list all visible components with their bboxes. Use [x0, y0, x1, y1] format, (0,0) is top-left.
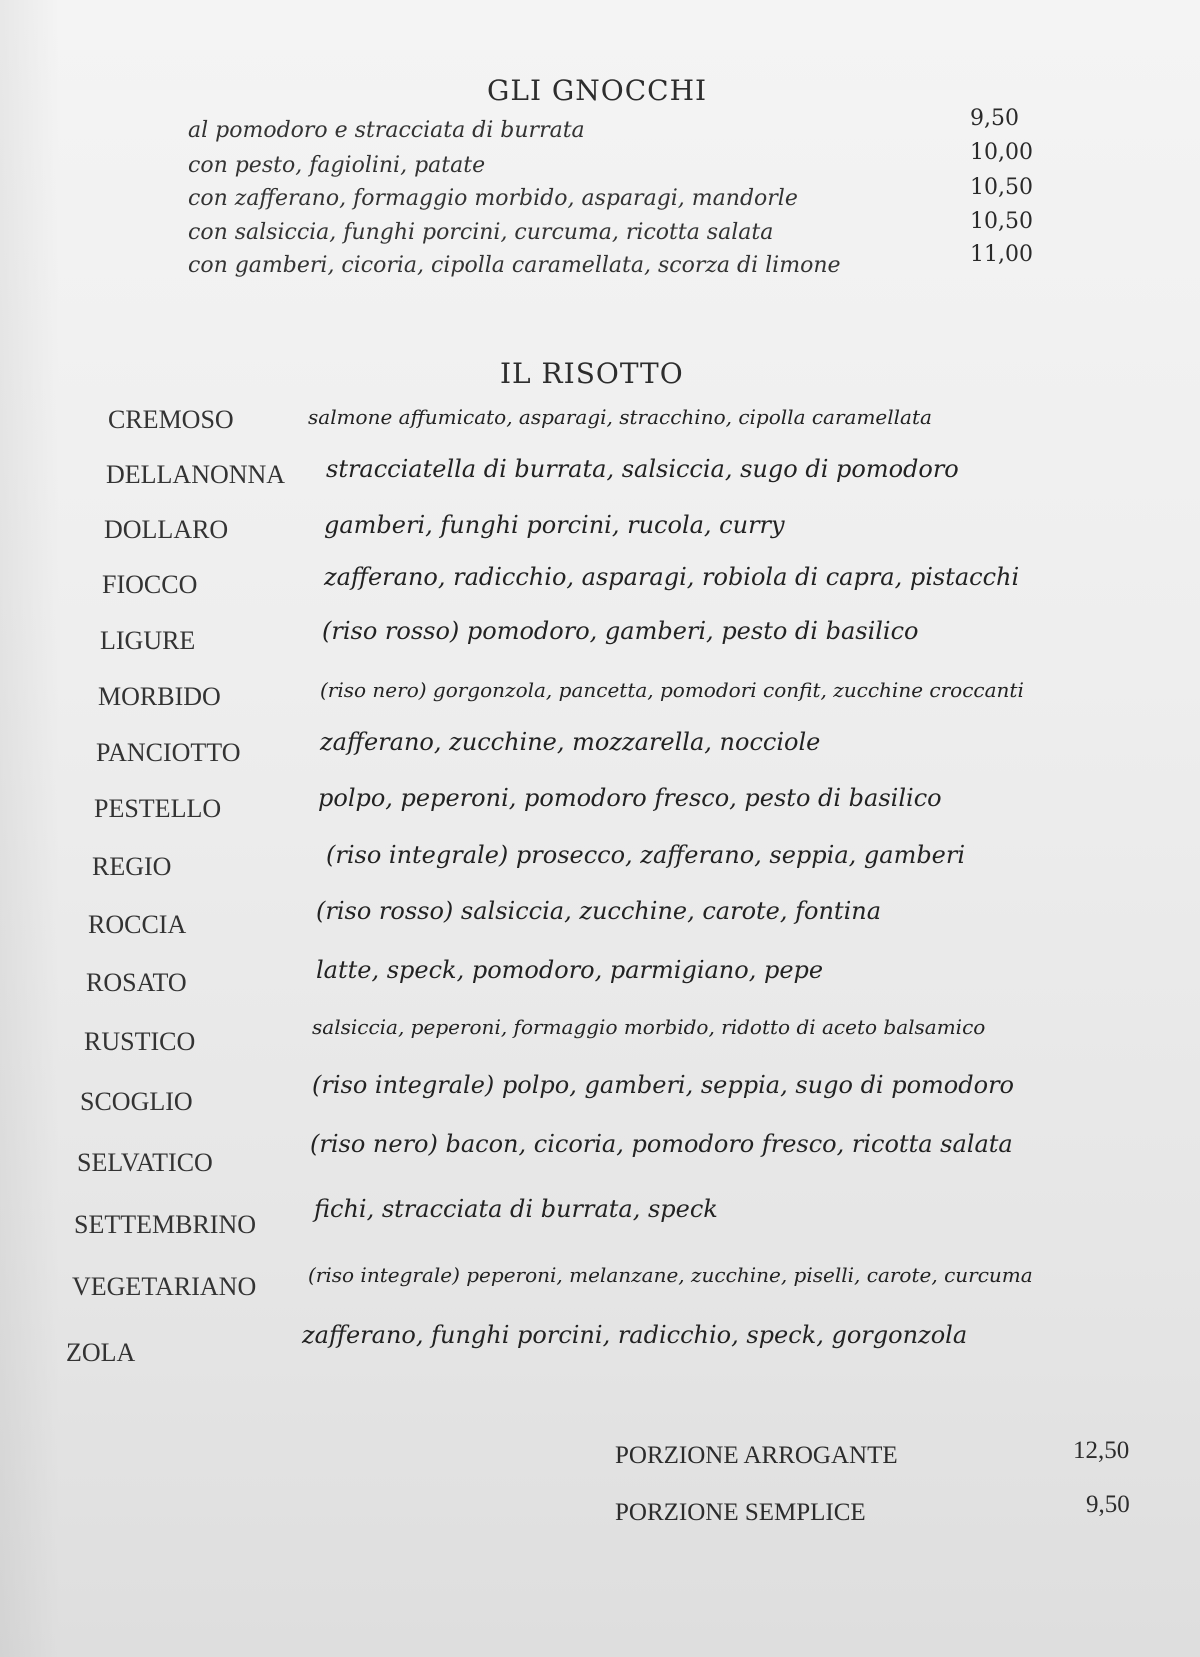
risotto-desc: (riso integrale) prosecco, zafferano, seppia, gamberi	[326, 841, 966, 869]
risotto-name: DELLANONNA	[106, 460, 286, 489]
risotto-name: MORBIDO	[98, 682, 221, 711]
risotto-desc: (riso rosso) pomodoro, gamberi, pesto di basilico	[322, 617, 919, 645]
risotto-name: VEGETARIANO	[72, 1272, 257, 1301]
gnocchi-item-desc: con pesto, fagiolini, patate	[188, 153, 486, 178]
gnocchi-title: GLI GNOCCHI	[487, 74, 708, 107]
risotto-desc: (riso integrale) polpo, gamberi, seppia, sugo di pomodoro	[312, 1071, 1014, 1099]
risotto-desc: stracciatella di burrata, salsiccia, sugo di pomodoro	[326, 455, 959, 483]
paper-shadow	[0, 0, 60, 1657]
risotto-name: DOLLARO	[104, 515, 229, 544]
gnocchi-item-price: 9,50	[970, 106, 1019, 131]
risotto-desc: (riso nero) gorgonzola, pancetta, pomodori confit, zucchine croccanti	[320, 678, 1024, 702]
gnocchi-item-desc: con gamberi, cicoria, cipolla caramellata, scorza di limone	[188, 253, 841, 278]
risotto-name: SCOGLIO	[80, 1087, 193, 1116]
risotto-name: PANCIOTTO	[96, 738, 241, 767]
risotto-desc: salmone affumicato, asparagi, stracchino, cipolla caramellata	[308, 405, 932, 429]
risotto-desc: polpo, peperoni, pomodoro fresco, pesto di basilico	[318, 784, 942, 812]
portion-price: 9,50	[1086, 1491, 1130, 1518]
risotto-name: LIGURE	[100, 626, 196, 655]
risotto-desc: zafferano, zucchine, mozzarella, nocciole	[320, 728, 821, 756]
gnocchi-item-price: 10,50	[970, 209, 1033, 234]
risotto-title: IL RISOTTO	[500, 357, 684, 390]
risotto-name: SELVATICO	[77, 1148, 213, 1177]
portion-label: PORZIONE ARROGANTE	[615, 1442, 898, 1469]
risotto-name: PESTELLO	[94, 794, 222, 823]
portion-label: PORZIONE SEMPLICE	[615, 1499, 866, 1526]
risotto-name: ROSATO	[86, 968, 187, 997]
risotto-name: CREMOSO	[108, 405, 234, 434]
risotto-desc: zafferano, funghi porcini, radicchio, speck, gorgonzola	[302, 1321, 968, 1349]
risotto-desc: zafferano, radicchio, asparagi, robiola di capra, pistacchi	[324, 563, 1020, 591]
risotto-desc: fichi, stracciata di burrata, speck	[314, 1195, 718, 1223]
risotto-desc: (riso nero) bacon, cicoria, pomodoro fresco, ricotta salata	[310, 1130, 1013, 1158]
risotto-name: RUSTICO	[84, 1027, 196, 1056]
gnocchi-item-price: 10,00	[970, 140, 1033, 165]
portion-price: 12,50	[1073, 1437, 1130, 1464]
risotto-name: REGIO	[92, 852, 172, 881]
risotto-name: ZOLA	[66, 1338, 136, 1367]
risotto-name: FIOCCO	[102, 570, 198, 599]
gnocchi-item-desc: al pomodoro e stracciata di burrata	[188, 118, 585, 143]
risotto-desc: gamberi, funghi porcini, rucola, curry	[324, 511, 785, 539]
risotto-name: ROCCIA	[88, 910, 187, 939]
gnocchi-item-desc: con salsiccia, funghi porcini, curcuma, ricotta salata	[188, 220, 774, 245]
risotto-desc: (riso rosso) salsiccia, zucchine, carote, fontina	[316, 897, 882, 925]
risotto-desc: latte, speck, pomodoro, parmigiano, pepe	[316, 956, 824, 984]
gnocchi-item-price: 11,00	[970, 242, 1033, 267]
gnocchi-item-desc: con zafferano, formaggio morbido, asparagi, mandorle	[188, 186, 798, 211]
risotto-desc: (riso integrale) peperoni, melanzane, zucchine, piselli, carote, curcuma	[308, 1263, 1033, 1287]
risotto-name: SETTEMBRINO	[74, 1210, 256, 1239]
gnocchi-item-price: 10,50	[970, 175, 1033, 200]
risotto-desc: salsiccia, peperoni, formaggio morbido, ridotto di aceto balsamico	[312, 1015, 986, 1039]
